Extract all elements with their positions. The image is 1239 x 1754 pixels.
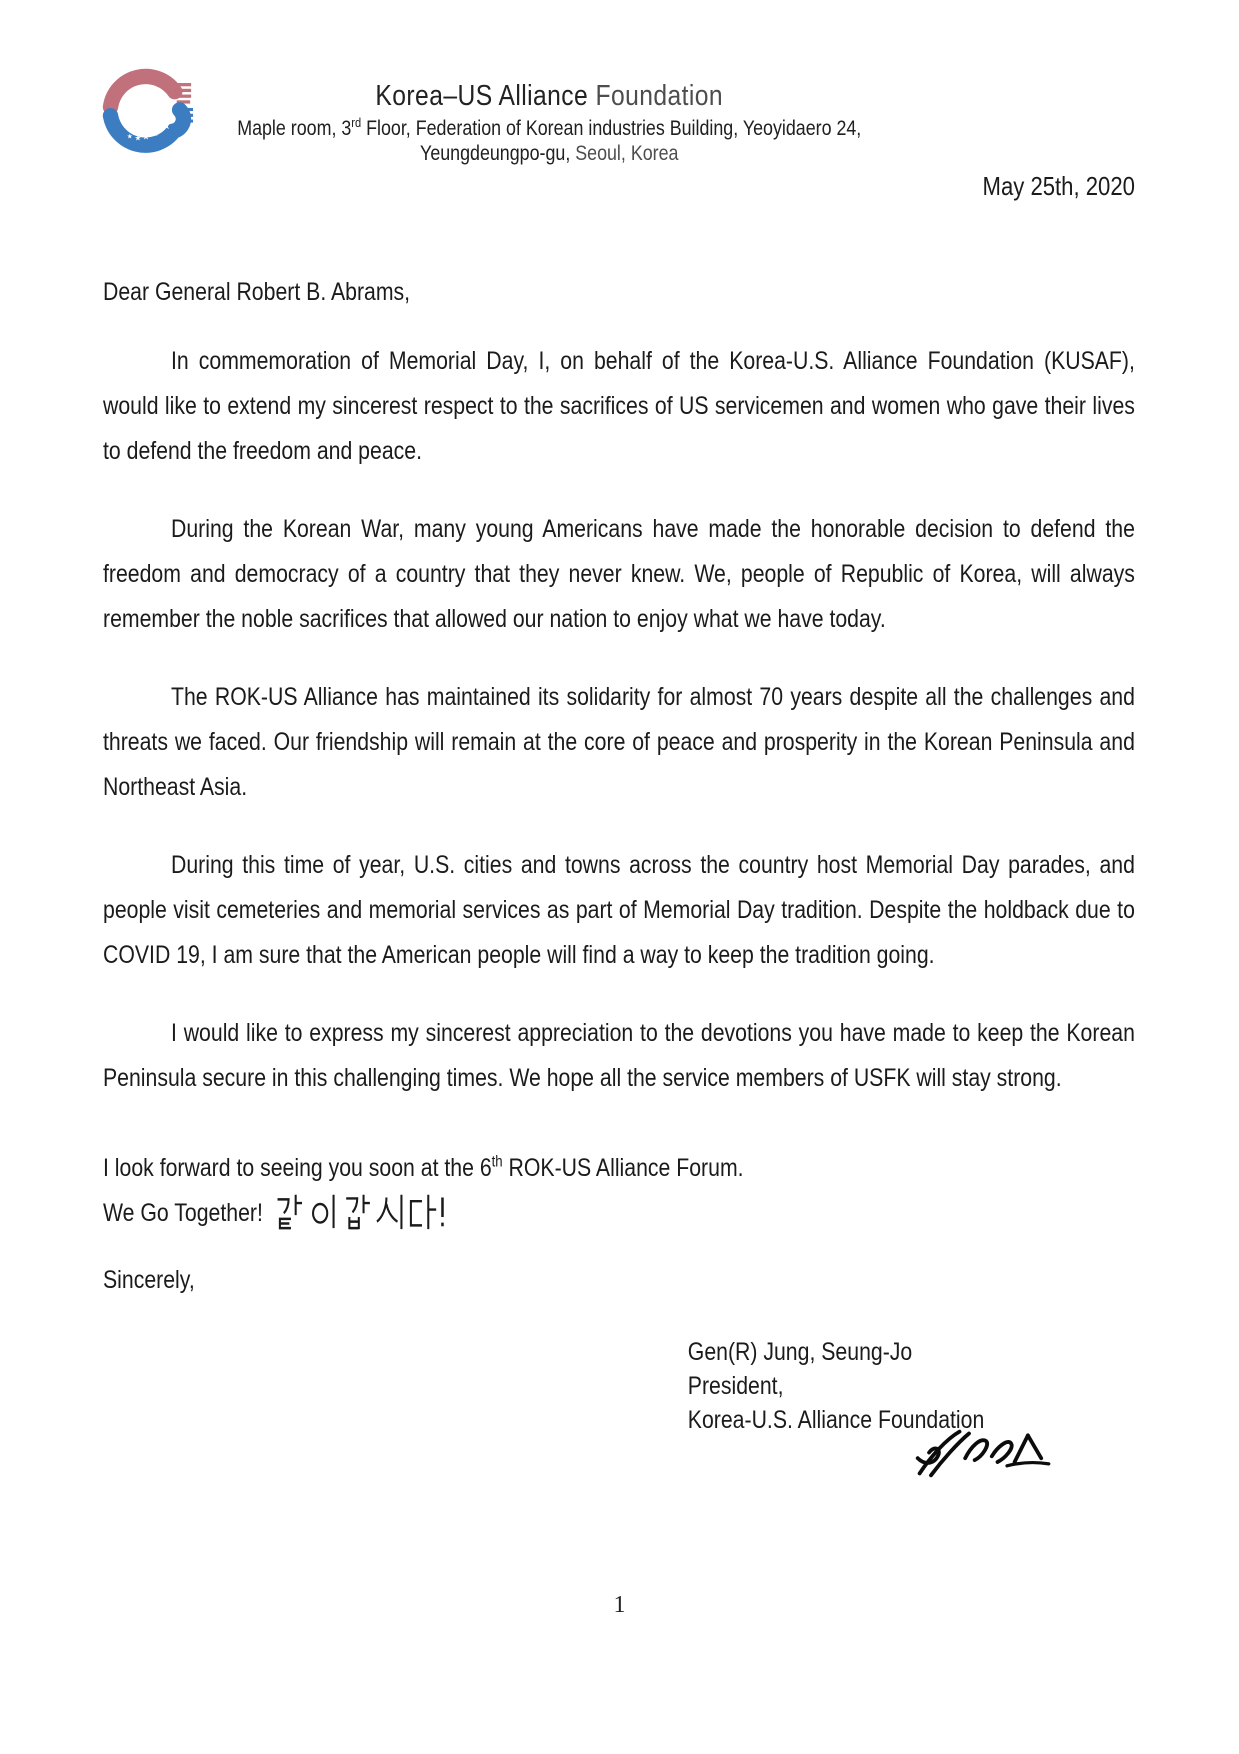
org-title-main: Korea–US Alliance [375,80,596,112]
org-title [103,76,996,116]
paragraph-5: I would like to express my sincerest appreciation to the devotions you have made to keep the Korean Peninsula secure in this challenging times. We hope all the service members of USFK will stay strong. [103,1019,1135,1092]
ordinal-superscript: th [491,1153,503,1171]
motto-english: We Go Together! [103,1199,263,1227]
sign-off: Sincerely, [103,1266,195,1294]
motto-korean-text [275,1191,454,1230]
paragraph-3: The ROK-US Alliance has maintained its solidarity for almost 70 years despite all the challenges and threats we faced. Our friendship will remain at the core of peace and prosperity in the Korean Peninsula and Northeast Asia. [103,683,1135,801]
page-number: 1 [613,1592,626,1618]
svg-text:★: ★ [159,118,172,134]
signature-block [688,1335,1135,1437]
paragraph-2: During the Korean War, many young Americans have made the honorable decision to defend the freedom and democracy of a country that they never knew. We, people of Republic of Korea, will always remember the noble sacrifices that allowed our nation to enjoy what we have today. [103,515,1135,633]
letter-content [103,0,1135,1437]
ordinal-superscript: rd [351,115,362,130]
paragraph-4: During this time of year, U.S. cities and towns across the country host Memorial Day parades, and people visit cemeteries and memorial services as part of Memorial Day tradition. Despite the holdback due to COVID 19, I am sure that the American people will find a way to keep the tradition going. [103,851,1135,969]
address-line-1: Maple room, 3rd Floor, Federation of Korean industries Building, Yeoyidaero 24, [237,115,862,140]
letterhead [103,0,996,166]
svg-text:★: ★ [142,132,150,143]
motto-line [103,1191,1135,1236]
address-line-2: Yeungdeungpo-gu, Seoul, Korea [420,142,679,165]
letter-date: May 25th, 2020 [982,171,1135,201]
signer-name: Gen(R) Jung, Seung-Jo [687,1338,913,1366]
salutation: Dear General Robert B. Abrams, [103,278,411,306]
paragraph-1: In commemoration of Memorial Day, I, on behalf of the Korea-U.S. Alliance Foundation (KUSAF), would like to extend my sincerest respect to the sacrifices of US servicemen and women who gave their lives to defend the freedom and peace. [103,347,1135,465]
svg-text:★: ★ [134,133,142,143]
forum-line: I look forward to seeing you soon at the 6th ROK-US Alliance Forum. [103,1153,744,1182]
svg-text:★: ★ [126,132,133,141]
signer-title: President, [687,1372,784,1400]
svg-text:★: ★ [150,127,160,139]
org-title-sub: Foundation [595,80,724,112]
signer-org: Korea-U.S. Alliance Foundation [687,1406,985,1434]
signature-icon [912,1424,1064,1481]
